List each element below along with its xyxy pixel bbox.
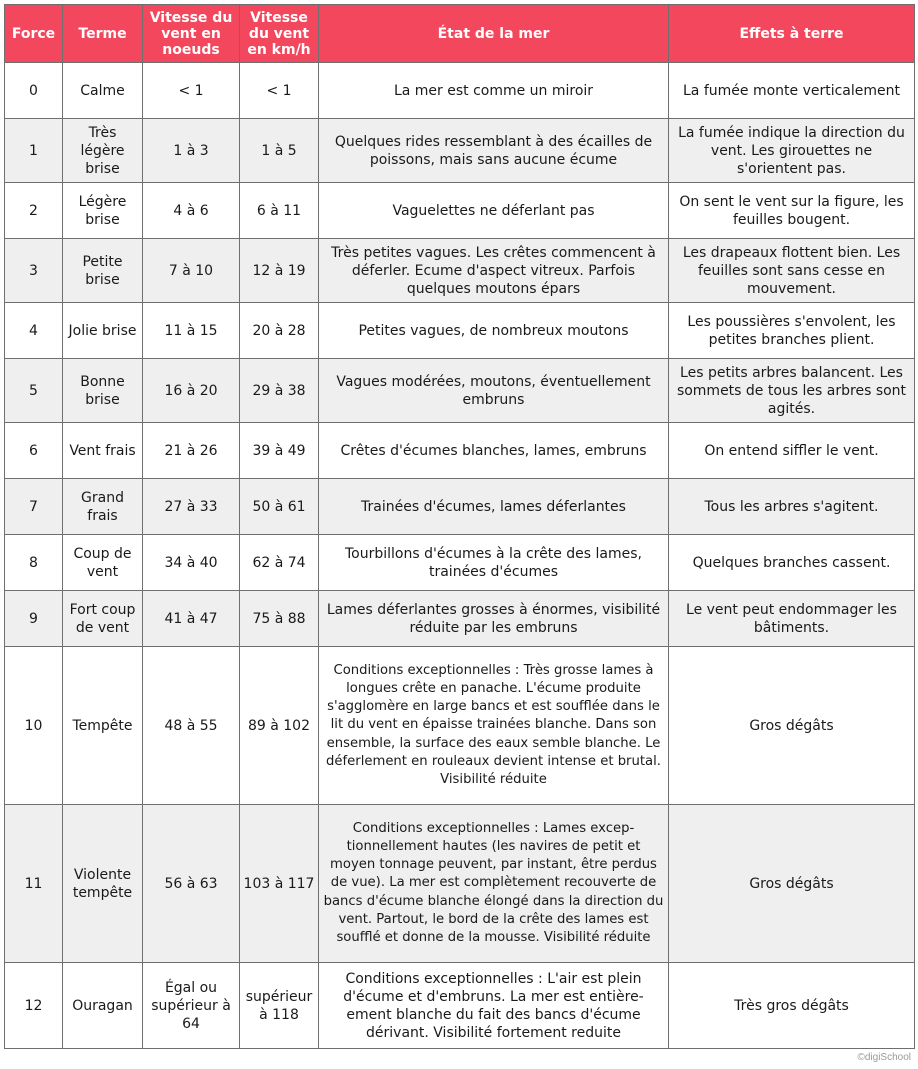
sea-state-cell: Vagues modérées, moutons, éventuellement embruns xyxy=(319,359,669,423)
header-speed-knots: Vitesse du vent en noeuds xyxy=(143,5,240,63)
table-row xyxy=(5,183,915,239)
force-cell: 1 xyxy=(5,119,63,183)
header-term: Terme xyxy=(63,5,143,63)
land-effect-cell: Les poussières s'envolent, les petites branches plient. xyxy=(669,303,915,359)
sea-state-cell: Tourbillons d'écumes à la crête des lames, trainées d'écumes xyxy=(319,535,669,591)
knots-cell: 21 à 26 xyxy=(143,423,240,479)
land-effect-cell: On sent le vent sur la figure, les feuilles bougent. xyxy=(669,183,915,239)
table-row xyxy=(5,119,915,183)
kmh-cell: 75 à 88 xyxy=(240,591,319,647)
force-cell: 0 xyxy=(5,63,63,119)
sea-state-part-rest: La mer est complètement recouverte de bancs d'écume blanche élongé dans la direction du vent. Partout, le bord de la crête des lames est soufflé et donne de la mousse. Visibilité réduite xyxy=(323,875,664,945)
land-effect-cell: Le vent peut endommager les bâtiments. xyxy=(669,591,915,647)
land-effect-cell: La fumée indique la direction du vent. Les girouettes ne s'orientent pas. xyxy=(669,119,915,183)
table-row xyxy=(5,303,915,359)
copyright-credit: ©digiSchool xyxy=(857,1052,911,1063)
kmh-cell: 50 à 61 xyxy=(240,479,319,535)
header-force: Force xyxy=(5,5,63,63)
term-cell: Petite brise xyxy=(63,239,143,303)
land-effect-cell: Gros dégâts xyxy=(669,805,915,963)
knots-cell: 56 à 63 xyxy=(143,805,240,963)
kmh-cell: 6 à 11 xyxy=(240,183,319,239)
header-sea-state: État de la mer xyxy=(319,5,669,63)
sea-state-cell: Quelques rides ressemblant à des écailles de poissons, mais sans aucune écume xyxy=(319,119,669,183)
force-cell: 11 xyxy=(5,805,63,963)
force-cell: 5 xyxy=(5,359,63,423)
force-cell: 7 xyxy=(5,479,63,535)
land-effect-cell: Tous les arbres s'agitent. xyxy=(669,479,915,535)
knots-cell: 41 à 47 xyxy=(143,591,240,647)
force-cell: 6 xyxy=(5,423,63,479)
term-cell: Légère brise xyxy=(63,183,143,239)
land-effect-cell: La fumée monte verticalement xyxy=(669,63,915,119)
table-row xyxy=(5,239,915,303)
term-cell: Bonne brise xyxy=(63,359,143,423)
kmh-cell: 20 à 28 xyxy=(240,303,319,359)
header-speed-kmh: Vitesse du vent en km/h xyxy=(240,5,319,63)
term-cell: Tempête xyxy=(63,647,143,805)
table-row xyxy=(5,647,915,805)
land-effect-cell: Quelques branches cassent. xyxy=(669,535,915,591)
table-row xyxy=(5,63,915,119)
sea-state-cell: Conditions exceptionnelles : L'air est plein d'écume et d'embruns. La mer est entière- ement blanche du fait des bancs d'écume dérivant. Visibilité fortement reduite xyxy=(319,963,669,1049)
sea-state-cell: La mer est comme un miroir xyxy=(319,63,669,119)
force-cell: 2 xyxy=(5,183,63,239)
knots-cell: 4 à 6 xyxy=(143,183,240,239)
term-cell: Violente tempête xyxy=(63,805,143,963)
term-cell: Très légère brise xyxy=(63,119,143,183)
knots-cell: 1 à 3 xyxy=(143,119,240,183)
kmh-cell: 89 à 102 xyxy=(240,647,319,805)
force-cell: 12 xyxy=(5,963,63,1049)
table-row xyxy=(5,805,915,963)
sea-state-cell: Petites vagues, de nombreux moutons xyxy=(319,303,669,359)
force-cell: 8 xyxy=(5,535,63,591)
term-cell: Calme xyxy=(63,63,143,119)
knots-cell: Égal ou supérieur à 64 xyxy=(143,963,240,1049)
knots-cell: 16 à 20 xyxy=(143,359,240,423)
sea-state-cell: Lames déferlantes grosses à énormes, visibilité réduite par les embruns xyxy=(319,591,669,647)
force-cell: 10 xyxy=(5,647,63,805)
knots-cell: 7 à 10 xyxy=(143,239,240,303)
kmh-cell: 1 à 5 xyxy=(240,119,319,183)
force-cell: 3 xyxy=(5,239,63,303)
sea-state-cell: Vaguelettes ne déferlant pas xyxy=(319,183,669,239)
knots-cell: 48 à 55 xyxy=(143,647,240,805)
table-row xyxy=(5,591,915,647)
sea-state-cell: Conditions exceptionnelles : Très grosse lames à longues crête en panache. L'écume produite s'agglomère en large bancs et est soufflée dans le lit du vent en épaisse trainées blanche. Dans son ensemble, la surface des eaux semble blanche. Le déferlement en rouleaux devient intense et brutal. Visibilité réduite xyxy=(319,647,669,805)
sea-state-cell: Crêtes d'écumes blanches, lames, embruns xyxy=(319,423,669,479)
kmh-cell: 103 à 117 xyxy=(240,805,319,963)
kmh-cell: 29 à 38 xyxy=(240,359,319,423)
land-effect-cell: On entend siffler le vent. xyxy=(669,423,915,479)
land-effect-cell: Les drapeaux flottent bien. Les feuilles sont sans cesse en mouvement. xyxy=(669,239,915,303)
knots-cell: < 1 xyxy=(143,63,240,119)
table-row xyxy=(5,963,915,1049)
table-row xyxy=(5,423,915,479)
term-cell: Vent frais xyxy=(63,423,143,479)
kmh-cell: 62 à 74 xyxy=(240,535,319,591)
term-cell: Grand frais xyxy=(63,479,143,535)
kmh-cell: < 1 xyxy=(240,63,319,119)
knots-cell: 11 à 15 xyxy=(143,303,240,359)
force-cell: 4 xyxy=(5,303,63,359)
kmh-cell: 12 à 19 xyxy=(240,239,319,303)
term-cell: Coup de vent xyxy=(63,535,143,591)
land-effect-cell: Les petits arbres balancent. Les sommets de tous les arbres sont agités. xyxy=(669,359,915,423)
sea-state-part-note: (les navires de petit et moyen tonnage peuvent, par instant, être perdus de vue). xyxy=(330,838,657,891)
knots-cell: 27 à 33 xyxy=(143,479,240,535)
sea-state-cell: Très petites vagues. Les crêtes commencent à déferler. Ecume d'aspect vitreux. Parfois quelques moutons épars xyxy=(319,239,669,303)
header-land-effects: Effets à terre xyxy=(669,5,915,63)
knots-cell: 34 à 40 xyxy=(143,535,240,591)
table-row xyxy=(5,359,915,423)
land-effect-cell: Gros dégâts xyxy=(669,647,915,805)
header-row xyxy=(5,5,915,63)
kmh-cell: 39 à 49 xyxy=(240,423,319,479)
table-row xyxy=(5,535,915,591)
beaufort-scale-table xyxy=(4,4,915,1049)
sea-state-part-main: Conditions exceptionnelles : Lames excep- tionnellement hautes xyxy=(346,820,635,854)
term-cell: Ouragan xyxy=(63,963,143,1049)
sea-state-cell xyxy=(319,805,669,963)
kmh-cell: supérieur à 118 xyxy=(240,963,319,1049)
force-cell: 9 xyxy=(5,591,63,647)
land-effect-cell: Très gros dégâts xyxy=(669,963,915,1049)
term-cell: Fort coup de vent xyxy=(63,591,143,647)
sea-state-cell: Trainées d'écumes, lames déferlantes xyxy=(319,479,669,535)
term-cell: Jolie brise xyxy=(63,303,143,359)
table-row xyxy=(5,479,915,535)
